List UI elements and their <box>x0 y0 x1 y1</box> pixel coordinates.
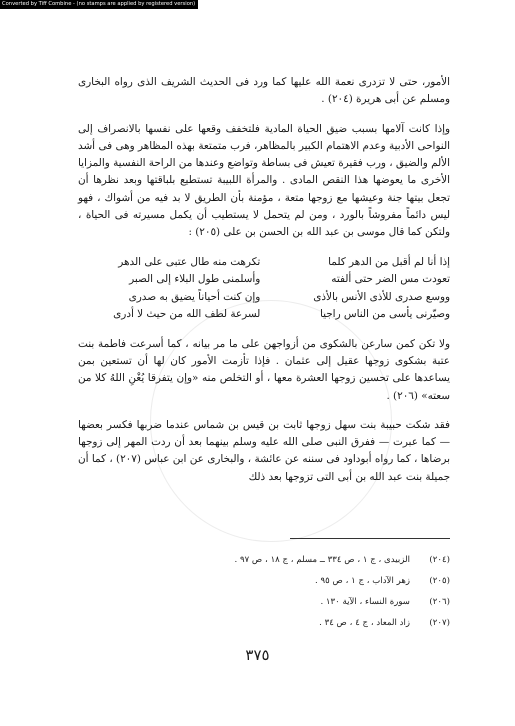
poem-hemistich: وأسلمنى طول البلاء إلى الصبر <box>129 273 261 286</box>
poem-hemistich: ووسع صدرى للأذى الأنس بالأذى <box>313 290 450 303</box>
footnote-number: (٢٠٥) <box>429 576 450 586</box>
footnote-number: (٢٠٧) <box>429 618 450 628</box>
footnote-text: سورة النساء ، الآية ١٣٠ . <box>320 597 410 607</box>
footnote-number: (٢٠٤) <box>429 555 450 565</box>
poem-verse <box>78 289 450 307</box>
converter-banner: Converted by Tiff Combine - (no stamps are applied by registered version) <box>0 0 198 9</box>
footnote-text: الزبيدى ، ج ١ ، ص ٣٣٤ ــ مسلم ، ج ١٨ ، ص ٩٧ . <box>234 555 410 565</box>
poem-hemistich: وصيّرنى يأسى من الناس راجيا <box>319 308 450 321</box>
paragraph-3: ولا تكن كمن سارعن بالشكوى من أزواجهن على ما مر بيانه ، كما أسرعت فاطمة بنت عتبة بشكوى زوجها عقيل إلى عثمان . فإذا تأزمت الأمور كان لها أن تستعين بمن يساعدها على تحسين زوجها العشرة معها ، أو التخلص منه «وإن يتفرقا يُغْنِ اللهُ كلا من سعته» (٢٠٦) . <box>78 337 450 402</box>
footnotes <box>135 550 450 634</box>
page-number: ٣٧٥ <box>245 646 270 664</box>
paragraph-1: الأمور، حتى لا تزدرى نعمة الله عليها كما ورد فى الحديث الشريف الذى رواه البخارى ومسلم عن أبى هريرة (٢٠٤) . <box>78 76 450 106</box>
poem-hemistich: لسرعة لطف الله من حيث لا أدرى <box>113 308 261 321</box>
footnote-item <box>135 571 450 592</box>
footnote-number: (٢٠٦) <box>429 597 450 607</box>
paragraph-4: فقد شكت حبيبة بنت سهل زوجها ثابت بن قيس بن شماس عندما ضربها فكسر بعضها — كما عبرت — ففرق النبى صلى الله عليه وسلم بينهما بعد أن ردت المهر إلى زوجها برضاها ، كما رواه أبوداود فى سننه عن عائشة ، والبخارى عن ابن عباس (٢٠٧) ، كما أن جميلة بنت عبد الله بن أبى التى تزوجها بعد ذلك <box>78 418 450 483</box>
footnote-divider <box>290 538 450 539</box>
poem-hemistich: وإن كنت أحياناً يضيق به صدرى <box>128 290 261 303</box>
poem-verse <box>78 306 450 324</box>
footnote-text: زاد المعاد ، ج ٤ ، ص ٣٤ . <box>319 618 410 628</box>
poem-verse <box>78 271 450 289</box>
poem <box>78 254 450 324</box>
poem-verse <box>78 254 450 272</box>
footnote-item <box>135 613 450 634</box>
footnote-item <box>135 592 450 613</box>
footnote-text: زهر الآداب ، ج ١ ، ص ٩٥ . <box>315 576 410 586</box>
poem-hemistich: إذا أنا لم أقبل من الدهر كلما <box>328 255 450 268</box>
paragraph-2: وإذا كانت آلامها بسبب ضيق الحياة المادية فلتخفف وقعها على نفسها بالانصراف إلى النواحى الأدبية وعدم الاهتمام الكبير بالمظاهر، فرب متمتعة بهذه المظاهر وهى فى أشد الألم والضيق ، ورب فقيرة تعيش فى بساطة وتواضع وعندها من الراحة النفسية والمزايا الأخرى ما يعوضها هذا النقص المادى . والمرأة اللبيبة تستطيع بلباقتها وبعد نظرها أن تجعل بيتها جنة وعيشها مع زوجها متعة ، مؤمنة بأن الطريق لا بد فيه من أشواك ، فهو ليس دائماً مفروشاً بالورد ، ومن لم يتحمل لا يستطيب أن يكمل مسيرته فى الحياة ، ولتكن كما قال موسى بن عبد الله بن الحسن بن على (٢٠٥) : <box>78 122 450 239</box>
poem-hemistich: تكرهت منه طال عتبى على الدهر <box>118 255 261 268</box>
poem-hemistich: تعودت مس الضر حتى ألفته <box>331 273 450 286</box>
footnote-item <box>135 550 450 571</box>
